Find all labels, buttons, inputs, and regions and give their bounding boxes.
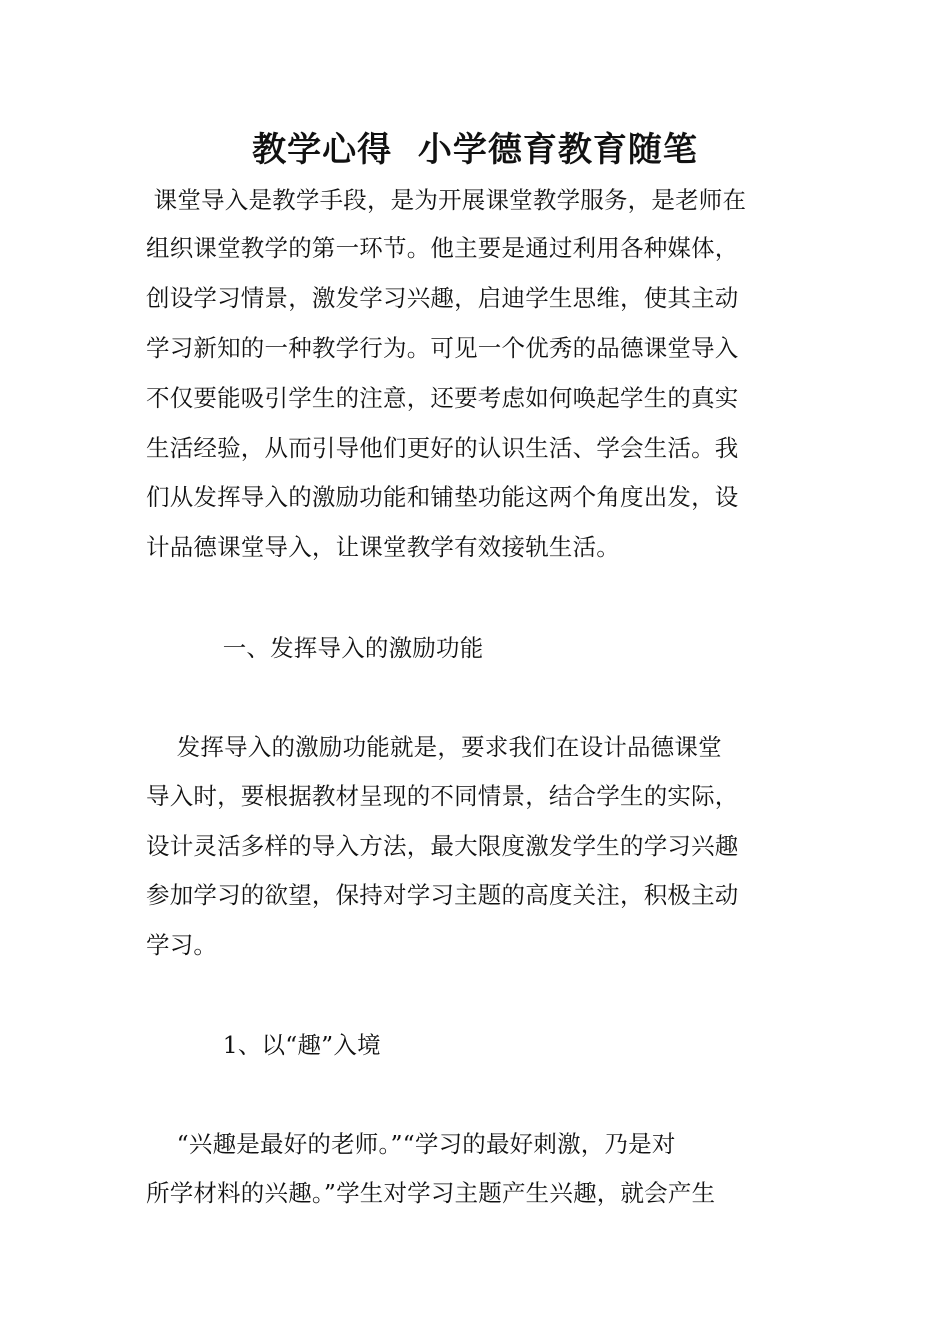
section-heading-1: 一、发挥导入的激励功能	[146, 634, 484, 662]
paragraph-2-line-5: 学习。	[146, 931, 218, 959]
paragraph-2-line-4: 参加学习的欲望，保持对学习主题的高度关注，积极主动	[146, 881, 739, 909]
paragraph-1-line-3: 创设学习情景，激发学习兴趣，启迪学生思维，使其主动	[146, 284, 739, 312]
paragraph-1-line-8: 计品德课堂导入，让课堂教学有效接轨生活。	[146, 533, 620, 561]
paragraph-1-line-7: 们从发挥导入的激励功能和铺垫功能这两个角度出发，设	[146, 483, 739, 511]
paragraph-1-line-1: 课堂导入是教学手段，是为开展课堂教学服务，是老师在	[146, 186, 747, 214]
paragraph-1-line-4: 学习新知的一种教学行为。可见一个优秀的品德课堂导入	[146, 334, 739, 362]
paragraph-1-line-6: 生活经验，从而引导他们更好的认识生活、学会生活。我	[146, 434, 739, 462]
paragraph-3-line-2: 所学材料的兴趣。”学生对学习主题产生兴趣，就会产生	[146, 1179, 716, 1207]
paragraph-1-line-5: 不仅要能吸引学生的注意，还要考虑如何唤起学生的真实	[146, 384, 739, 412]
paragraph-3-line-1: “兴趣是最好的老师。”“学习的最好刺激，乃是对	[146, 1130, 676, 1158]
paragraph-1-line-2: 组织课堂教学的第一环节。他主要是通过利用各种媒体，	[146, 234, 739, 262]
paragraph-2-line-1: 发挥导入的激励功能就是，要求我们在设计品德课堂	[146, 733, 722, 761]
document-title: 教学心得 小学德育教育随笔	[252, 130, 698, 170]
paragraph-2-line-2: 导入时，要根据教材呈现的不同情景，结合学生的实际，	[146, 782, 739, 810]
subsection-heading-1: 1、以“趣”入境	[146, 1031, 381, 1059]
paragraph-2-line-3: 设计灵活多样的导入方法，最大限度激发学生的学习兴趣	[146, 832, 739, 860]
